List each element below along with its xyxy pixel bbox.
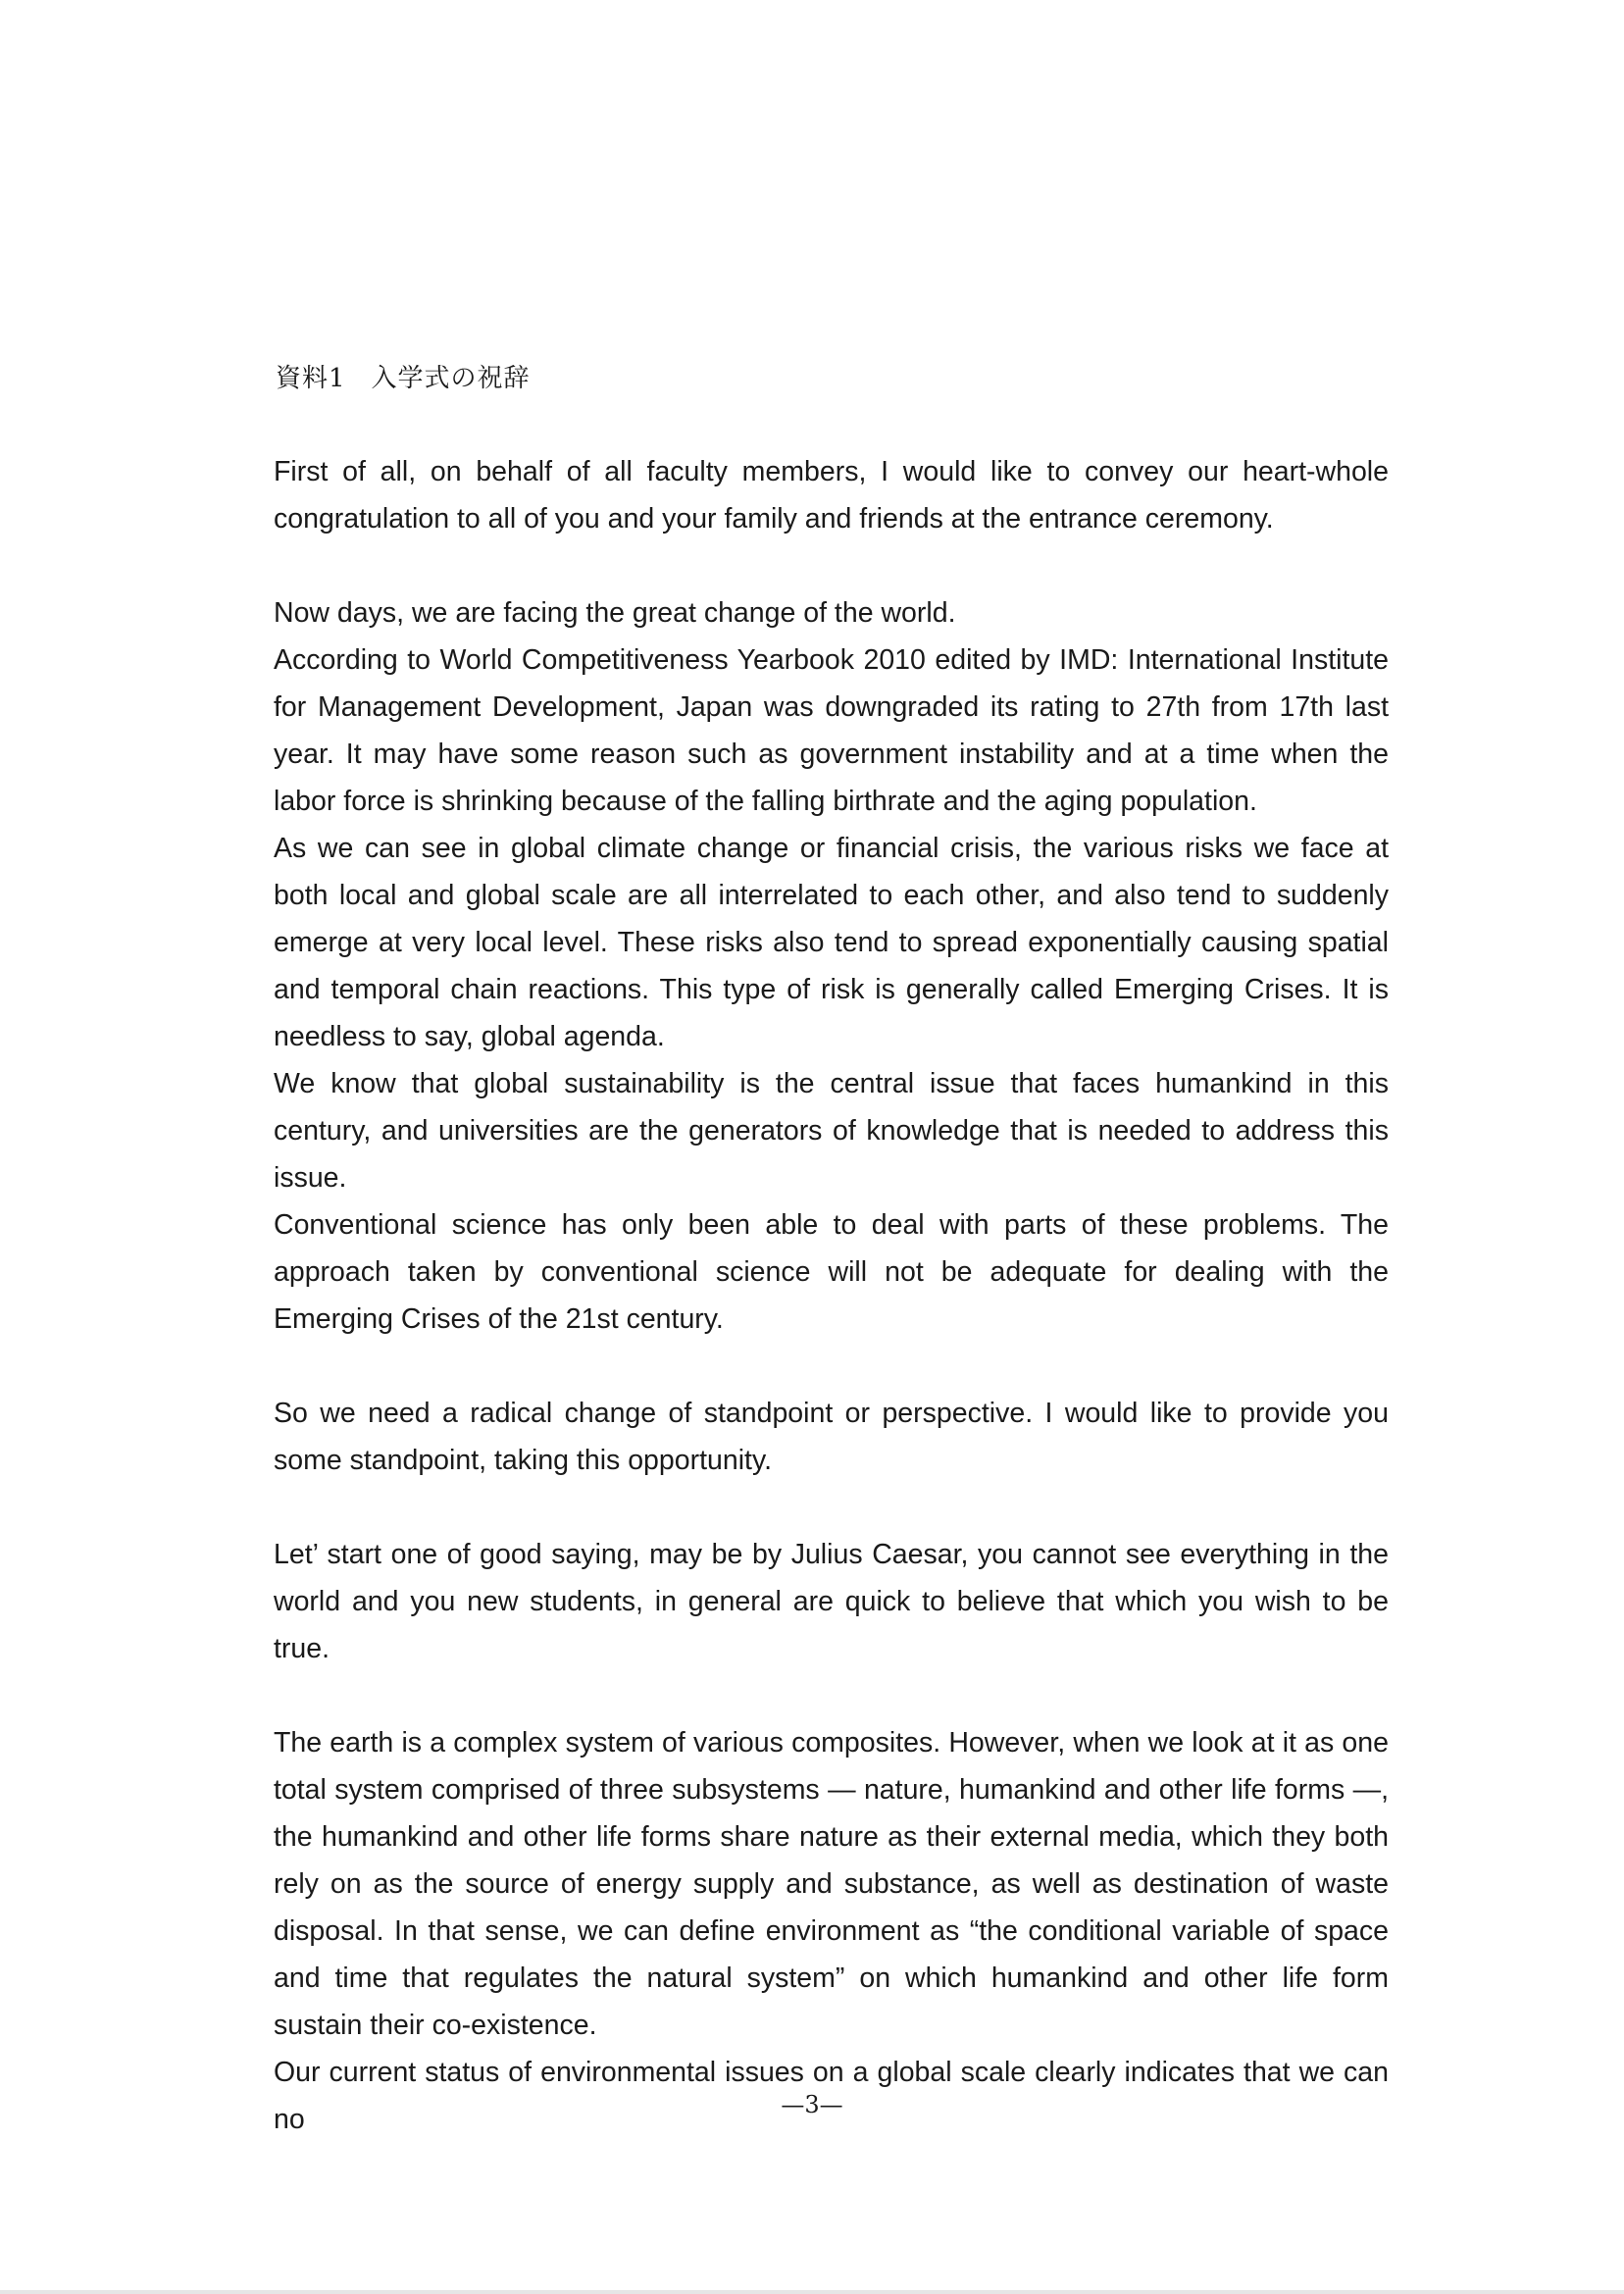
heading-title: 入学式の祝辞 (371, 364, 531, 393)
heading-label: 資料1 (276, 364, 346, 393)
paragraph-earth-system: The earth is a complex system of various composites. However, when we look at it as one total system comprised of three subsystems — nature, humankind and other life forms —, the humankind and other life forms share nature as their external media, which they both rely on as the source of energy supply and substance, as well as destination of waste disposal. In that sense, we can define environment as “the conditional variable of space and time that regulates the natural system” on which humankind and other life form sustain their co-existence. (274, 1727, 1389, 2041)
paragraph-conventional-science: Conventional science has only been able to deal with parts of these problems. The approach taken by conventional science will not be adequate for dealing with the Emerging Crises of the 21st century. (274, 1209, 1389, 1335)
paragraph-change: Now days, we are facing the great change of the world. (274, 597, 956, 629)
paragraph-environmental-status: Our current status of environmental issues on a global scale clearly indicates that we can no (274, 2057, 1389, 2135)
speech-body (274, 448, 1389, 2143)
scan-edge-divider (0, 2290, 1624, 2294)
section-heading (276, 358, 531, 394)
paragraph-saying: Let’ start one of good saying, may be by Julius Caesar, you cannot see everything in the world and you new students, in general are quick to believe that which you wish to be true. (274, 1539, 1389, 1664)
paragraph-risks: As we can see in global climate change or financial crisis, the various risks we face at both local and global scale are all interrelated to each other, and also tend to suddenly emerge at very local level. These risks also tend to spread exponentially causing spatial and temporal chain reactions. This type of risk is generally called Emerging Crises. It is needless to say, global agenda. (274, 833, 1389, 1052)
paragraph-standpoint: So we need a radical change of standpoint or perspective. I would like to provide you some standpoint, taking this opportunity. (274, 1398, 1389, 1476)
paragraph-greeting: First of all, on behalf of all faculty members, I would like to convey our heart-whole congratulation to all of you and your family and friends at the entrance ceremony. (274, 456, 1389, 535)
paragraph-sustainability: We know that global sustainability is the central issue that faces humankind in this century, and universities are the generators of knowledge that is needed to address this issue. (274, 1068, 1389, 1194)
page-number: —3— (781, 2091, 843, 2118)
paragraph-competitiveness: According to World Competitiveness Yearbook 2010 edited by IMD: International Institute for Management Development, Japan was downgraded its rating to 27th from 17th last year. It may have some reason such as government instability and at a time when the labor force is shrinking because of the falling birthrate and the aging population. (274, 644, 1389, 817)
